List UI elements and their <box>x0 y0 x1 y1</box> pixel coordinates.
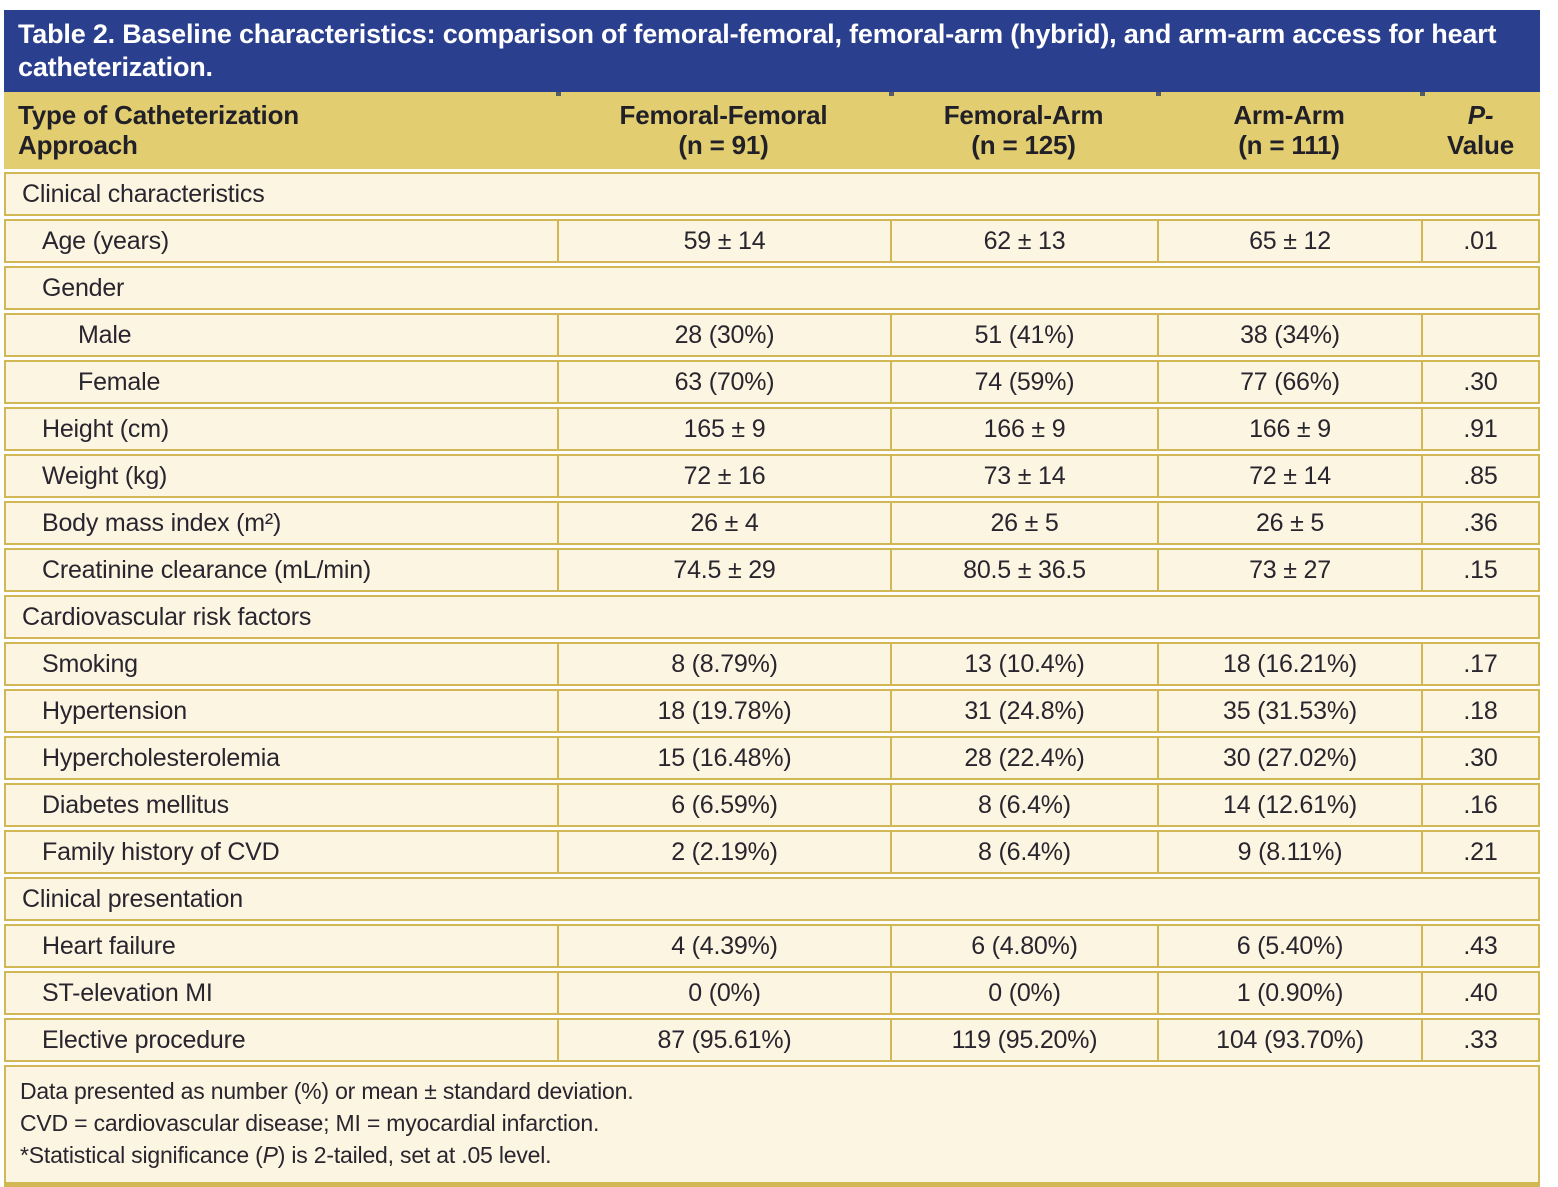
value-cell: 26 ± 5 <box>1157 503 1421 543</box>
value-cell: 65 ± 12 <box>1157 221 1421 261</box>
value-cell: 8 (6.4%) <box>890 785 1157 825</box>
value-cell: 18 (19.78%) <box>557 691 890 731</box>
row-label: Diabetes mellitus <box>42 790 229 819</box>
table-row <box>4 266 1540 310</box>
row-label: Hypercholesterolemia <box>42 743 280 772</box>
row-label: Clinical presentation <box>22 884 243 913</box>
table-title: Table 2. Baseline characteristics: comparison of femoral-femoral, femoral-arm (hybrid), and arm-arm access for heart catheterization. <box>4 10 1540 92</box>
table-row <box>4 548 1540 592</box>
column-divider-tick <box>889 92 894 96</box>
value-cell: 77 (66%) <box>1157 362 1421 402</box>
column-header-approach <box>4 101 557 161</box>
column-header-p-value <box>1421 101 1540 161</box>
value-cell: 28 (30%) <box>557 315 890 355</box>
value-cell: 80.5 ± 36.5 <box>890 550 1157 590</box>
value-cell: 6 (5.40%) <box>1157 926 1421 966</box>
p-value-cell: .40 <box>1421 973 1538 1013</box>
column-header-line: Approach <box>18 129 138 160</box>
p-value-cell: .01 <box>1421 221 1538 261</box>
column-divider-tick <box>556 92 561 96</box>
p-value-cell: .85 <box>1421 456 1538 496</box>
value-cell: 9 (8.11%) <box>1157 832 1421 872</box>
footnote-data-presented: Data presented as number (%) or mean ± standard deviation. <box>20 1078 634 1105</box>
section-row <box>4 877 1540 921</box>
row-label: Family history of CVD <box>42 837 280 866</box>
value-cell: 14 (12.61%) <box>1157 785 1421 825</box>
value-cell: 74 (59%) <box>890 362 1157 402</box>
table-row <box>4 1018 1540 1062</box>
table-row <box>4 407 1540 451</box>
p-value-cell: .43 <box>1421 926 1538 966</box>
footnote-significance <box>20 1140 1524 1172</box>
column-header-line: (n = 91) <box>678 129 769 160</box>
row-label: Cardiovascular risk factors <box>22 602 312 631</box>
value-cell: 166 ± 9 <box>1157 409 1421 449</box>
value-cell: 0 (0%) <box>890 973 1157 1013</box>
column-header-femoral-femoral <box>557 101 890 161</box>
row-label: Elective procedure <box>42 1025 246 1054</box>
p-value-cell: .16 <box>1421 785 1538 825</box>
p-value-cell: .91 <box>1421 409 1538 449</box>
p-value-cell: .36 <box>1421 503 1538 543</box>
value-cell: 165 ± 9 <box>557 409 890 449</box>
table-row <box>4 642 1540 686</box>
column-header-line: P- <box>1467 100 1494 131</box>
column-header-line: Femoral-Arm <box>943 100 1104 131</box>
column-header-row <box>4 92 1540 169</box>
table-row <box>4 501 1540 545</box>
table-row <box>4 924 1540 968</box>
value-cell: 26 ± 4 <box>557 503 890 543</box>
value-cell: 166 ± 9 <box>890 409 1157 449</box>
value-cell: 18 (16.21%) <box>1157 644 1421 684</box>
value-cell: 31 (24.8%) <box>890 691 1157 731</box>
value-cell: 8 (6.4%) <box>890 832 1157 872</box>
table-row <box>4 830 1540 874</box>
column-header-line: (n = 125) <box>971 129 1076 160</box>
p-value-cell: .18 <box>1421 691 1538 731</box>
column-header-line: Arm-Arm <box>1233 100 1345 131</box>
row-label: Smoking <box>42 649 138 678</box>
footnote-abbreviations: CVD = cardiovascular disease; MI = myocardial infarction. <box>20 1110 600 1137</box>
table-row <box>4 971 1540 1015</box>
section-row <box>4 595 1540 639</box>
table-row <box>4 736 1540 780</box>
footnote-text: ) is 2-tailed, set at .05 level. <box>277 1141 552 1168</box>
table-row <box>4 313 1540 357</box>
column-header-femoral-arm <box>890 101 1157 161</box>
row-label: Age (years) <box>42 226 170 255</box>
footnote-italic-p: P <box>262 1141 278 1168</box>
value-cell: 6 (6.59%) <box>557 785 890 825</box>
p-value-cell: .33 <box>1421 1020 1538 1060</box>
column-header-arm-arm <box>1157 101 1421 161</box>
value-cell: 1 (0.90%) <box>1157 973 1421 1013</box>
table-row <box>4 689 1540 733</box>
section-row <box>4 172 1540 216</box>
value-cell: 72 ± 16 <box>557 456 890 496</box>
value-cell: 4 (4.39%) <box>557 926 890 966</box>
value-cell: 87 (95.61%) <box>557 1020 890 1060</box>
value-cell: 2 (2.19%) <box>557 832 890 872</box>
p-value-cell <box>1421 315 1538 355</box>
row-label: Creatinine clearance (mL/min) <box>42 555 372 584</box>
column-header-line: Value <box>1447 129 1514 160</box>
value-cell: 38 (34%) <box>1157 315 1421 355</box>
row-label: Hypertension <box>42 696 187 725</box>
value-cell: 13 (10.4%) <box>890 644 1157 684</box>
row-label: Clinical characteristics <box>22 179 265 208</box>
value-cell: 73 ± 27 <box>1157 550 1421 590</box>
value-cell: 30 (27.02%) <box>1157 738 1421 778</box>
p-value-cell: .15 <box>1421 550 1538 590</box>
p-value-cell: .21 <box>1421 832 1538 872</box>
value-cell: 26 ± 5 <box>890 503 1157 543</box>
value-cell: 74.5 ± 29 <box>557 550 890 590</box>
value-cell: 59 ± 14 <box>557 221 890 261</box>
row-label: Male <box>78 320 132 349</box>
row-label: ST-elevation MI <box>42 978 213 1007</box>
column-header-line: Type of Catheterization <box>18 100 299 131</box>
value-cell: 72 ± 14 <box>1157 456 1421 496</box>
p-value-cell: .30 <box>1421 362 1538 402</box>
row-label: Body mass index (m²) <box>42 508 282 537</box>
value-cell: 28 (22.4%) <box>890 738 1157 778</box>
row-label: Female <box>78 367 161 396</box>
column-divider-tick <box>1156 92 1161 96</box>
value-cell: 15 (16.48%) <box>557 738 890 778</box>
column-divider-tick <box>1420 92 1425 96</box>
row-label: Height (cm) <box>42 414 169 443</box>
value-cell: 35 (31.53%) <box>1157 691 1421 731</box>
value-cell: 8 (8.79%) <box>557 644 890 684</box>
value-cell: 104 (93.70%) <box>1157 1020 1421 1060</box>
row-label: Gender <box>42 273 125 302</box>
p-value-cell: .17 <box>1421 644 1538 684</box>
p-value-cell: .30 <box>1421 738 1538 778</box>
value-cell: 0 (0%) <box>557 973 890 1013</box>
value-cell: 6 (4.80%) <box>890 926 1157 966</box>
table-row <box>4 360 1540 404</box>
footnote-text: *Statistical significance ( <box>20 1141 263 1168</box>
table-row <box>4 219 1540 263</box>
table-row <box>4 783 1540 827</box>
value-cell: 119 (95.20%) <box>890 1020 1157 1060</box>
value-cell: 51 (41%) <box>890 315 1157 355</box>
row-label: Weight (kg) <box>42 461 168 490</box>
value-cell: 63 (70%) <box>557 362 890 402</box>
column-header-line: (n = 111) <box>1238 129 1340 160</box>
baseline-characteristics-table <box>4 10 1540 1187</box>
footnotes <box>4 1065 1540 1186</box>
table-row <box>4 454 1540 498</box>
row-label: Heart failure <box>42 931 176 960</box>
value-cell: 62 ± 13 <box>890 221 1157 261</box>
value-cell: 73 ± 14 <box>890 456 1157 496</box>
column-header-line: Femoral-Femoral <box>619 100 828 131</box>
table-rows <box>4 172 1540 1062</box>
